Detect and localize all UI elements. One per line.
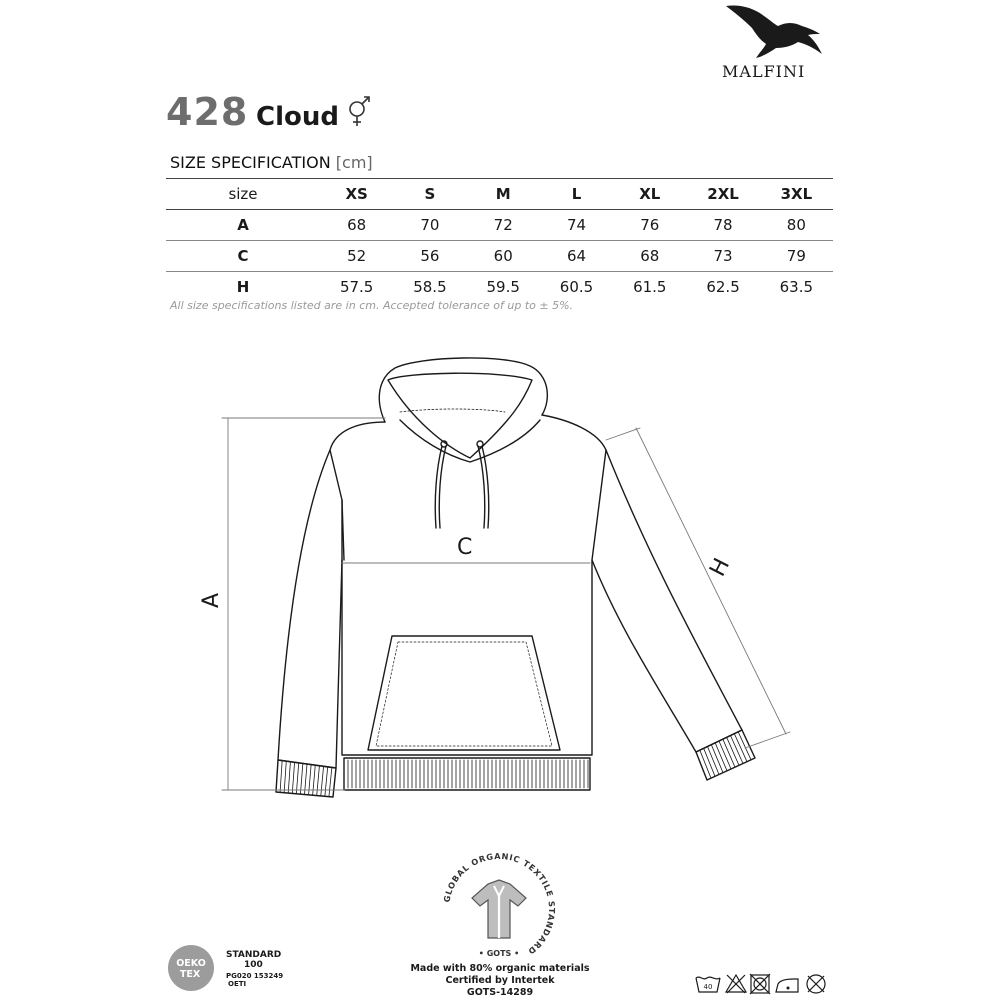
- rib-stripe: [329, 767, 332, 796]
- oeko-tex-badge-icon: [167, 944, 215, 992]
- table-cell: 70: [420, 216, 440, 234]
- hood-outline: [379, 358, 547, 422]
- oeko-standard-number: 100: [244, 960, 263, 970]
- brand-name: MALFINI: [722, 62, 806, 81]
- hoodie-drawing: [190, 345, 810, 815]
- tolerance-note: All size specifications listed are in cm. Accepted tolerance of up to ± 5%.: [170, 299, 574, 312]
- pocket-stitch: [376, 642, 552, 746]
- product-code: 428: [166, 90, 249, 134]
- table-header-label: size: [228, 185, 258, 203]
- wash-40-icon: [696, 977, 720, 992]
- label-c: C: [457, 535, 473, 560]
- kangaroo-pocket: [368, 636, 560, 750]
- rib-stripe: [284, 761, 286, 793]
- organic-certification: [390, 963, 610, 999]
- oeko-institute: OETI: [228, 980, 247, 988]
- gots-ring-text: GLOBAL ORGANIC TEXTILE STANDARD: [441, 850, 558, 957]
- table-cell: 58.5: [413, 278, 447, 296]
- rib-stripe: [313, 765, 316, 795]
- organic-line-1: Made with 80% organic materials: [410, 963, 590, 974]
- rib-stripe: [711, 745, 723, 773]
- rib-stripe: [696, 752, 707, 780]
- table-cell: 78: [713, 216, 733, 234]
- rib-stripe: [704, 748, 715, 776]
- oeko-badge-line-1: OEKO: [176, 958, 206, 969]
- hood-crossover: [400, 420, 540, 462]
- size-xs: XS: [345, 185, 368, 203]
- right-cuff: [696, 730, 755, 780]
- rib-stripe: [296, 763, 298, 794]
- spec-heading-title: SIZE SPECIFICATION: [170, 153, 331, 172]
- rib-stripe: [325, 767, 328, 796]
- size-l: L: [571, 185, 582, 203]
- rib-stripe: [288, 762, 290, 793]
- table-cell: 68: [640, 247, 660, 265]
- rib-stripe: [719, 741, 731, 769]
- label-h: H: [705, 554, 736, 581]
- table-cell: 63.5: [779, 278, 814, 296]
- row-label: A: [237, 216, 249, 234]
- table-cell: 68: [347, 216, 367, 234]
- table-cell: 74: [566, 216, 587, 234]
- table-cell: 62.5: [706, 278, 740, 296]
- oeko-text: [226, 950, 296, 988]
- oeko-standard: STANDARD: [226, 950, 282, 960]
- no-tumble-dry-icon: [750, 974, 770, 994]
- table-row: [166, 210, 833, 241]
- table-cell: 60.5: [559, 278, 594, 296]
- eagle-icon: [720, 0, 830, 62]
- table-cell: 73: [713, 247, 733, 265]
- rib-stripe: [280, 761, 282, 793]
- drawstring-left-2: [439, 446, 446, 528]
- rib-stripe: [300, 763, 302, 794]
- oeko-code: PG020 153249: [226, 972, 284, 980]
- size-3xl: 3XL: [780, 185, 813, 203]
- rib-stripe: [333, 768, 336, 797]
- table-cell: 61.5: [633, 278, 667, 296]
- table-header-row: [166, 179, 833, 210]
- table-cell: 76: [640, 216, 660, 234]
- table-cell: 57.5: [339, 278, 374, 296]
- size-2xl: 2XL: [707, 185, 739, 203]
- rib-stripe: [317, 766, 320, 796]
- care-symbols: [694, 972, 836, 996]
- gots-bottom-text: • GOTS •: [478, 949, 520, 958]
- table-cell: 64: [566, 247, 587, 265]
- rib-stripe: [715, 743, 727, 771]
- row-label: H: [236, 278, 250, 296]
- label-a: A: [199, 592, 225, 609]
- table-cell: 80: [786, 216, 806, 234]
- spec-heading-unit: [cm]: [335, 153, 373, 172]
- size-s: S: [424, 185, 436, 203]
- unisex-icon: [345, 95, 373, 129]
- iron-icon: [776, 979, 798, 992]
- rib-stripe: [292, 762, 294, 793]
- no-bleach-icon: [726, 975, 746, 993]
- no-dry-clean-icon: [807, 975, 825, 993]
- table-row: [166, 272, 833, 303]
- row-label: C: [237, 247, 249, 265]
- gots-badge-icon: [436, 846, 562, 972]
- hood-inner: [388, 373, 532, 458]
- table-cell: 52: [347, 247, 367, 265]
- organic-line-2: Certified by Intertek: [445, 975, 555, 986]
- table-cell: 72: [493, 216, 513, 234]
- rib-stripe: [321, 766, 324, 796]
- size-m: M: [495, 185, 511, 203]
- oeko-badge-line-2: TEX: [179, 969, 201, 980]
- table-cell: 79: [786, 247, 806, 265]
- hood-inner-stitch: [400, 409, 505, 412]
- drawstring-left: [435, 446, 442, 528]
- rib-stripe: [708, 747, 720, 775]
- table-row: [166, 241, 833, 272]
- wash-temp: 40: [703, 983, 713, 991]
- measure-lines: [222, 418, 790, 790]
- table-cell: 60: [493, 247, 513, 265]
- product-name: Cloud: [256, 102, 339, 132]
- size-table: [166, 178, 833, 302]
- spec-heading: [170, 153, 373, 172]
- body-outline: [330, 415, 606, 755]
- left-sleeve: [278, 450, 342, 768]
- table-cell: 59.5: [486, 278, 520, 296]
- table-cell: 56: [420, 247, 440, 265]
- right-sleeve: [592, 450, 742, 752]
- size-xl: XL: [639, 185, 661, 203]
- organic-line-3: GOTS-14289: [466, 987, 534, 998]
- waistband: [344, 758, 590, 790]
- drawstring-right-2: [482, 446, 489, 528]
- eyelet-right: [477, 441, 483, 447]
